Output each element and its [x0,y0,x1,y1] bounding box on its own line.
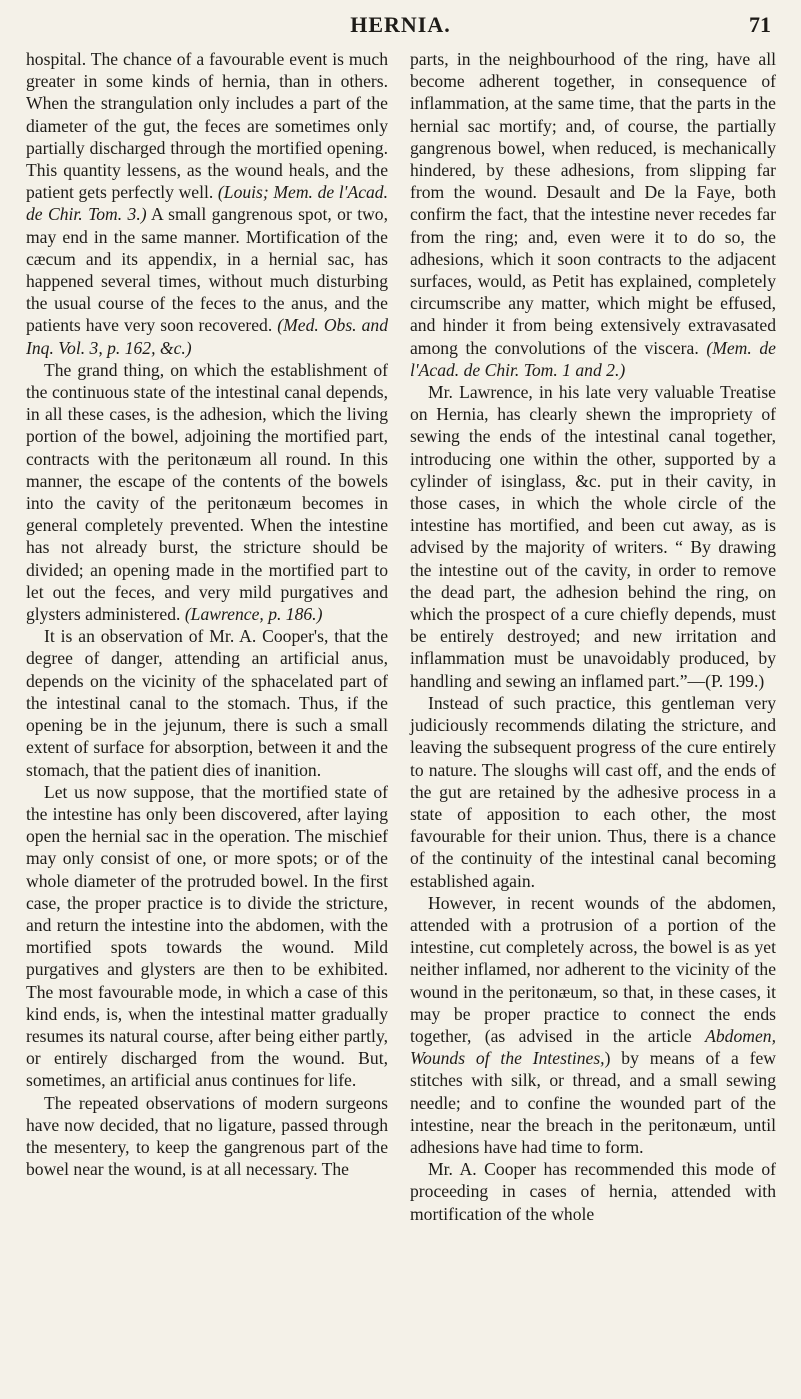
paragraph-text: The grand thing, on which the establishment of the continuous state of the intestinal canal depends, in all these cases, is the adhesion, which the living portion of the bowel, adjoining the mortified part, contracts with the peritonæum all round. In this manner, the escape of the contents of the bowels into the cavity of the peritonæum becomes in general completely prevented. When the intestine has not already burst, the stricture should be divided; an opening made in the mortified part to let out the feces, and very mild purgatives and glysters administered. [26,359,388,625]
paragraph: Mr. Lawrence, in his late very valuable Treatise on Hernia, has clearly shewn the impropriety of sewing the ends of the intestinal canal together, introducing one within the other, supported by a cylinder of isinglass, &c. put in their cavity, in those cases, in which the whole circle of the intestine has mortified, and been cut away, as is advised by the majority of writers. “ By drawing the intestine out of the cavity, in order to remove the dead part, the adhesion behind the ring, on which the prospect of a cure chiefly depends, must be entirely destroyed; and new irritation and inflammation must be unavoidably produced, by handling and sewing an inflamed part.”—(P. 199.) [410,382,776,691]
right-column [410,48,776,1225]
paragraph [26,48,388,359]
paragraph: Mr. A. Cooper has recommended this mode of proceeding in cases of hernia, attended with mortification of the whole [410,1159,776,1224]
page-number: 71 [749,12,771,37]
paragraph: The repeated observations of modern surgeons have now decided, that no ligature, passed through the mesentery, to keep the gangrenous part of the bowel near the wound, is at all necessary. The [26,1092,388,1180]
citation: (Louis; Mem. de l'Acad. de Chir. Tom. 3.) [26,182,388,225]
paragraph [26,359,388,625]
paragraph [410,48,776,381]
page-header [0,8,801,48]
citation: (Lawrence, p. 186.) [184,604,323,625]
paragraph-text: A small gangrenous spot, or two, may end in the same manner. Mortification of the cæcum and its appendix, in a hernial sac, has happened several times, without much disturbing the usual course of the feces to the anus, and the patients have very soon recovered. [26,204,388,336]
citation: (Med. Obs. and Inq. Vol. 3, p. 162, &c.) [26,315,388,358]
left-column [26,48,388,1180]
paragraph [410,892,776,1158]
paragraph-text: However, in recent wounds of the abdomen, attended with a protrusion of a portion of the intestine, cut completely across, the bowel is as yet neither inflamed, nor adherent to the vicinity of the wound in the peritonæum, so that, in these cases, it may be proper practice to connect the ends together, (as advised in the article [410,892,776,1046]
paragraph-text: parts, in the neighbourhood of the ring, have all become adherent together, in consequence of inflammation, at the same time, that the parts in the hernial sac mortify; and, of course, the partially gangrenous bowel, when reduced, is mechanically hindered, by these adhesions, from slipping far from the wound. Desault and De la Faye, both confirm the fact, that the intestine never recedes far from the ring; and, even were it to do so, the adhesions, which it soon contracts to the adjacent surfaces, would, as Petit has explained, completely circumscribe any matter, which might be effused, and hinder it from being extensively extravasated among the convolutions of the viscera. [410,49,776,358]
article-reference: Abdomen, Wounds of the Intestines, [410,1025,776,1069]
citation: (Mem. de l'Acad. de Chir. Tom. 1 and 2.) [410,337,776,380]
paragraph: It is an observation of Mr. A. Cooper's, that the degree of danger, attending an artificial anus, depends on the vicinity of the sphacelated part of the intestinal canal to the stomach. Thus, if the opening be in the jejunum, there is such a small extent of surface for absorption, between it and the stomach, that the patient dies of inanition. [26,626,388,780]
paragraph-text: ) by means of a few stitches with silk, or thread, and a small sewing needle; and to confine the wounded part of the intestine, near the breach in the peritonæum, until adhesions have had time to form. [410,1048,777,1157]
paragraph-text: hospital. The chance of a favourable event is much greater in some kinds of hernia, than in others. When the strangulation only includes a part of the diameter of the gut, the feces are sometimes only partially discharged through the mortified opening. This quantity lessens, as the wound heals, and the patient gets perfectly well. [26,49,388,203]
paragraph: Instead of such practice, this gentleman very judiciously recommends dilating the stricture, and leaving the subsequent progress of the cure entirely to nature. The sloughs will cast off, and the ends of the gut are retained by the adhesive process in a state of apposition to each other, the most favourable for their union. Thus, there is a chance of the continuity of the intestinal canal becoming established again. [410,692,776,891]
running-head: HERNIA. [350,12,451,37]
paragraph: Let us now suppose, that the mortified state of the intestine has only been discovered, after laying open the hernial sac in the operation. The mischief may only consist of one, or more spots; or of the whole diameter of the protruded bowel. In the first case, the proper practice is to divide the stricture, and return the intestine into the abdomen, with the mortified spots towards the wound. Mild purgatives and glysters are then to be exhibited. The most favourable mode, in which a case of this kind ends, is, when the intestinal matter gradually resumes its natural course, after being either partly, or entirely discharged from the wound. But, sometimes, an artificial anus continues for life. [26,781,388,1091]
